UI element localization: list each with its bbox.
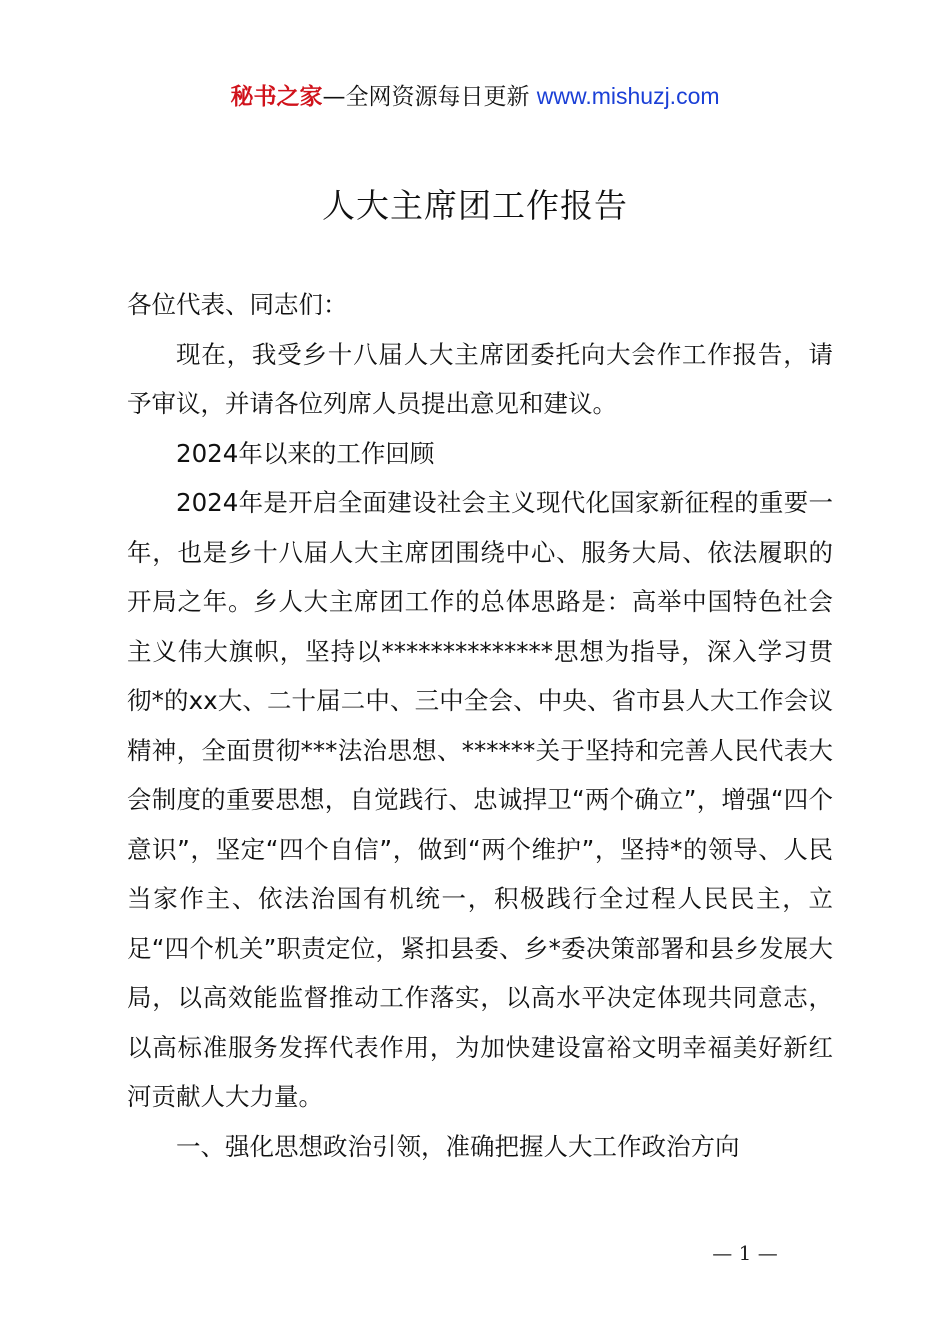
section-review-heading: 2024年以来的工作回顾 xyxy=(176,438,435,468)
banner-slogan: —全网资源每日更新 xyxy=(322,84,537,110)
banner-brand: 秘书之家 xyxy=(230,84,323,110)
salutation: 各位代表、同志们： xyxy=(127,290,348,319)
page-number: — 1 — xyxy=(712,1241,778,1265)
intro-paragraph: 现在，我受乡十八届人大主席团委托向大会作工作报告，请予审议，并请各位列席人员提出意见和建议。 xyxy=(127,339,833,418)
document-title: 人大主席团工作报告 xyxy=(322,186,628,225)
section-heading-1: 一、强化思想政治引领，准确把握人大工作政治方向 xyxy=(176,1131,740,1161)
review-paragraph: 2024年是开启全面建设社会主义现代化国家新征程的重要一年，也是乡十八届人大主席团围绕中心、服务大局、依法履职的开局之年。乡人大主席团工作的总体思路是：高举中国特色社会主义伟大旗帜，坚持以**************思想为指导，深入学习贯彻*的xx大、二十届二中、三中全会、中央、省市县人大工作会议精神，全面贯彻***法治思想、******关于坚持和完善人民代表大会制度的重要思想，自觉践行、忠诚捍卫“两个确立”，增强“四个意识”，坚定“四个自信”，做到“两个维护”，坚持*的领导、人民当家作主、依法治国有机统一，积极践行全过程人民民主，立足“四个机关”职责定位，紧扣县委、乡*委决策部署和县乡发展大局，以高效能监督推动工作落实，以高水平决定体现共同意志，以高标准服务发挥代表作用，为加快建设富裕文明幸福美好新红河贡献人大力量。 xyxy=(127,488,833,1111)
site-banner xyxy=(0,80,950,113)
document-body xyxy=(127,280,833,1171)
banner-url-link[interactable]: www.mishuzj.com xyxy=(536,83,720,109)
